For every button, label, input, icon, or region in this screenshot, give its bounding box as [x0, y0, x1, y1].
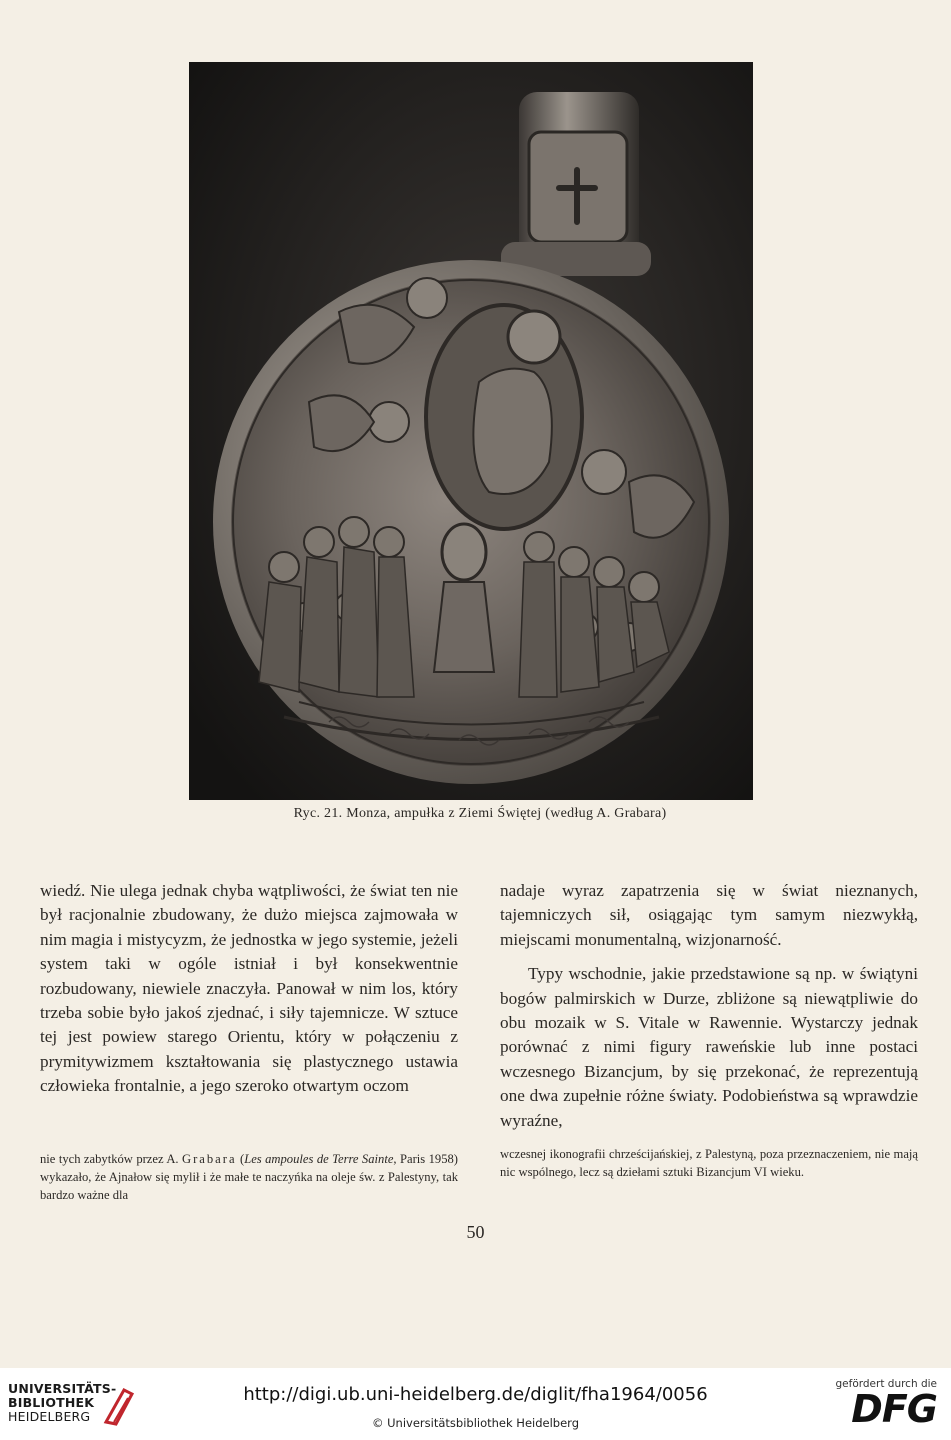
paragraph: Typy wschodnie, jakie przedstawione są np. w świątyni bogów palmirskich w Durze, zbliżone są niewątpliwie do obu mozaik w S. Vitale w Rawennie. Wystarczy jednak porównać z nimi figury raweńskie lub inne postaci wczesnego Bizancjum, by się przekonać, że reprezentują one dwa zupełnie różne światy. Podobieństwa są wprawdzie wyraźne,: [500, 964, 918, 1130]
funder-block[interactable]: [835, 1378, 938, 1431]
footnote-left: [40, 1150, 458, 1204]
footnote-text: , Paris 1958) wykazało, że Ajnałow się mylił i że małe te naczyńka na oleje św. z Palestyny, tak bardzo ważne dla: [40, 1152, 458, 1202]
body-column-right: [500, 879, 918, 1133]
ampulla-image: [189, 62, 753, 800]
body-column-left: [40, 879, 458, 1099]
footer-bar: [0, 1368, 951, 1440]
paragraph: nadaje wyraz zapatrzenia się w świat nieznanych, tajemniczych sił, osiągając tym samym niezwykłą, miejscami monumentalną, wizjonarność.: [500, 881, 918, 949]
copyright-notice: © Universitätsbibliothek Heidelberg: [371, 1416, 579, 1430]
show-through-right: [758, 66, 928, 826]
page-number: 50: [466, 1222, 485, 1242]
footnote-right: wczesnej ikonografii chrześcijańskiej, z Palestyną, poza przeznaczeniem, nie mają nic wspólnego, lecz są dziełami sztuki Bizancjum VI wieku.: [500, 1147, 918, 1179]
permalink-url[interactable]: http://digi.ub.uni-heidelberg.de/diglit/fha1964/0056: [243, 1384, 708, 1405]
ampulla-neck: [501, 92, 651, 276]
show-through-left: [38, 66, 188, 766]
dfg-logo: DFG: [851, 1387, 937, 1431]
footnote-text: nie tych zabytków przez A.: [40, 1152, 182, 1166]
footnote-title: Les ampoules de Terre Sainte: [244, 1152, 394, 1166]
footnote-text: (: [236, 1152, 245, 1166]
footnote-author: Grabara: [182, 1152, 237, 1166]
library-name: UNIVERSITÄTS- BIBLIOTHEK HEIDELBERG: [8, 1381, 117, 1424]
figure-caption: Ryc. 21. Monza, ampułka z Ziemi Świętej (według A. Grabara): [293, 806, 667, 821]
paragraph: wiedź. Nie ulega jednak chyba wątpliwości, że świat ten nie był racjonalnie zbudowany, że dużo miejsca zajmowała w nim magia i mistycyzm, że jednostka w jego systemie, jeżeli system taki w ogóle istniał i był konsekwentnie rozbudowany, niewiele znaczyła. Panował w nim los, który trzeba sobie było jakoś zjednać, i siły tajemnicze. W sztuce tej jest powiew starego Orientu, który w połączeniu z prymitywizmem kształtowania się plastycznego ustawia człowieka frontalnie, a jego szeroko otwartym oczom: [40, 881, 458, 1096]
funder-label: gefördert durch die: [835, 1378, 937, 1390]
ampulla-disc: [213, 260, 729, 784]
ampulla-photograph: [189, 62, 753, 800]
